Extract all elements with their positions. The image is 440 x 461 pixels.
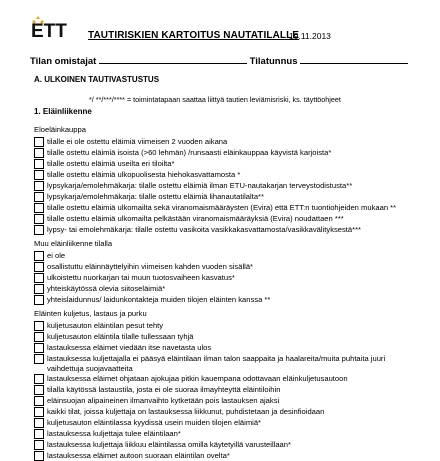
checkbox[interactable]	[34, 451, 44, 461]
checklist-item[interactable]	[34, 283, 270, 294]
group-title: Eläinten kuljetus, lastaus ja purku	[34, 309, 147, 318]
checklist-item[interactable]	[34, 136, 396, 147]
checkbox[interactable]	[34, 203, 44, 213]
checkbox[interactable]	[34, 214, 44, 224]
checklist-item[interactable]	[34, 169, 396, 180]
checklist-item[interactable]	[34, 191, 396, 202]
checklist-item[interactable]	[34, 224, 396, 235]
group-title: Eloeläinkauppa	[34, 125, 86, 134]
svg-text:ETT: ETT	[31, 21, 67, 38]
checklist-item[interactable]	[34, 331, 407, 342]
risk-legend: */ **/***/**** = toimintatapaan saattaa liittyä tautien leviämisriski, ks. täyttöohjeet	[89, 95, 341, 104]
checkbox[interactable]	[34, 385, 44, 395]
checklist-item-label: ulkoistettu nuorkarjan tai muun tuotosvaiheen kasvatus*	[47, 273, 235, 282]
checkbox[interactable]	[34, 418, 44, 428]
checklist-item[interactable]	[34, 272, 270, 283]
checklist-item[interactable]	[34, 373, 407, 384]
checkbox[interactable]	[34, 407, 44, 417]
checkbox[interactable]	[34, 159, 44, 169]
checklist-item[interactable]	[34, 294, 270, 305]
checklist-item-label: lypsy- tai emolehmäkarja: tilalle ostettu vasikoita vasikkakasvattamosta/vasikkavälityksestä***	[47, 225, 362, 234]
checkbox[interactable]	[34, 332, 44, 342]
checkbox[interactable]	[34, 295, 44, 305]
checklist-item-label: tilalle ostettu eläimiä isoista (>60 lehmän) /runsaasti eläinkauppaa käyvistä karjoista*	[47, 148, 332, 157]
checklist-item-label: lastauksessa eläimet ohjataan ajokujaa pitkin kauempana odottavaan eläinkuljetusautoon	[47, 374, 348, 383]
ett-logo-mark	[30, 16, 82, 38]
owner-line	[30, 54, 408, 67]
checklist-item[interactable]	[34, 406, 407, 417]
checklist-item-label: kaikki tilat, joissa kuljettaja on lastauksessa liikkunut, puhdistetaan ja desinfioidaan	[47, 407, 325, 416]
checkbox[interactable]	[34, 354, 44, 364]
checkbox[interactable]	[34, 251, 44, 261]
checklist-item-label: osallistuttu eläinnäyttelyihin viimeisen kahden vuoden sisällä*	[47, 262, 253, 271]
section-heading: A. ULKOINEN TAUTIVASTUSTUS	[34, 75, 160, 84]
checklist-item[interactable]	[34, 342, 407, 353]
checklist-item-label: lastauksessa kuljettaja tulee eläintilaan*	[47, 429, 181, 438]
ett-logo	[30, 16, 82, 38]
checklist-item-label: tilalle ostettu eläimiä useilta eri tiloilta*	[47, 159, 175, 168]
document-title: TAUTIRISKIEN KARTOITUS NAUTATILALLE	[88, 30, 300, 41]
checklist-group-transport-loading	[34, 308, 407, 461]
checkbox[interactable]	[34, 321, 44, 331]
checkbox[interactable]	[34, 262, 44, 272]
checklist-item[interactable]	[34, 320, 407, 331]
checklist-item-label: ei ole	[47, 251, 66, 260]
checkbox[interactable]	[34, 181, 44, 191]
checklist-item[interactable]	[34, 261, 270, 272]
checklist-item[interactable]	[34, 395, 407, 406]
checkbox[interactable]	[34, 148, 44, 158]
farm-id-field[interactable]	[300, 54, 408, 64]
owner-field[interactable]	[99, 54, 247, 64]
checklist-item-label: tilalle ei ole ostettu eläimiä viimeisen 2 vuoden aikana	[47, 137, 228, 146]
checklist-group-livestock-trade	[34, 124, 396, 235]
checklist-item[interactable]	[34, 202, 396, 213]
checklist-item[interactable]	[34, 250, 270, 261]
checklist-group-other-animal-traffic	[34, 238, 270, 305]
checklist-item-label: eläinsuojan alipaineinen ilmanvaihto kytketään pois lastauksen ajaksi	[47, 396, 280, 405]
document-date: 19.11.2013	[289, 31, 331, 41]
checklist-item-label: yhteislaidunnus/ laidunkontakteja muiden tilojen eläinten kanssa **	[47, 295, 271, 304]
checklist-item[interactable]	[34, 213, 396, 224]
checklist-item-label: yhteiskäytössä olevia siitoseläimiä*	[47, 284, 166, 293]
checklist-item[interactable]	[34, 428, 407, 439]
checklist-item[interactable]	[34, 147, 396, 158]
checkbox[interactable]	[34, 137, 44, 147]
checkbox[interactable]	[34, 170, 44, 180]
owner-label: Tilan omistajat	[30, 56, 97, 67]
checkbox[interactable]	[34, 225, 44, 235]
checklist-item[interactable]	[34, 384, 407, 395]
checkbox[interactable]	[34, 192, 44, 202]
checklist-item-label: lypsykarja/emolehmäkarja: tilalle ostettu eläimiä ilman ETU-nautakarjan terveystodistusta**	[47, 181, 353, 190]
checkbox[interactable]	[34, 429, 44, 439]
group-title: Muu eläinliikenne tilalla	[34, 239, 113, 248]
checklist-item[interactable]	[34, 158, 396, 169]
farm-id-label: Tilatunnus	[249, 56, 298, 67]
checklist-item[interactable]	[34, 353, 407, 373]
checklist-item-label: tilalle ostettu eläimiä ulkomailta pelkästään viranomaismääräyksiä (Evira) noudattaen ***	[47, 214, 344, 223]
checklist-item-label: lastauksessa kuljettaja liikkuu eläintilassa omilla käytetyillä varusteillaan*	[47, 440, 291, 449]
checklist-item-label: lastauksessa kuljettajalla ei pääsyä eläintilaan ilman talon saappaita ja haalareita/muita puhtaita juuri vaihdettuja suojavaatteita	[47, 354, 386, 373]
checklist-item-label: tilalle ostettu eläimiä ulkomailta sekä viranomaismääräysten (Evira) että ETT:n tuontiohjeiden mukaan **	[47, 203, 397, 212]
checklist-item-label: lastauksessa eläimet autoon suoraan eläintilan ovelta*	[47, 451, 230, 460]
checklist-item-label: lastauksessa eläimet viedään itse navetasta ulos	[47, 343, 212, 352]
checklist-item-label: kuljetusauton eläintilan pesut tehty	[47, 321, 164, 330]
checklist-item-label: kuljetusauton eläintilassa kyydissä usein muiden tilojen eläimiä*	[47, 418, 262, 427]
checkbox[interactable]	[34, 374, 44, 384]
checkbox[interactable]	[34, 440, 44, 450]
checklist-item-label: kuljetusauton eläintila tilalle tullessaan tyhjä	[47, 332, 194, 341]
checkbox[interactable]	[34, 343, 44, 353]
checkbox[interactable]	[34, 396, 44, 406]
checklist-item[interactable]	[34, 180, 396, 191]
checklist-item[interactable]	[34, 417, 407, 428]
checkbox[interactable]	[34, 273, 44, 283]
subsection-heading: 1. Eläinliikenne	[34, 107, 92, 116]
checkbox[interactable]	[34, 284, 44, 294]
checklist-item-label: tilalle ostettu eläimiä ulkopuolisesta hiehokasvattamosta *	[47, 170, 241, 179]
checklist-item-label: lypsykarja/emolehmäkarja: tilalle ostettu eläimiä lihanautatilalta**	[47, 192, 264, 201]
checklist-item[interactable]	[34, 439, 407, 450]
checklist-item-label: tilalla käytössä lastaustila, josta ei ole suoraa ilmayhteyttä eläintiloihin	[47, 385, 281, 394]
